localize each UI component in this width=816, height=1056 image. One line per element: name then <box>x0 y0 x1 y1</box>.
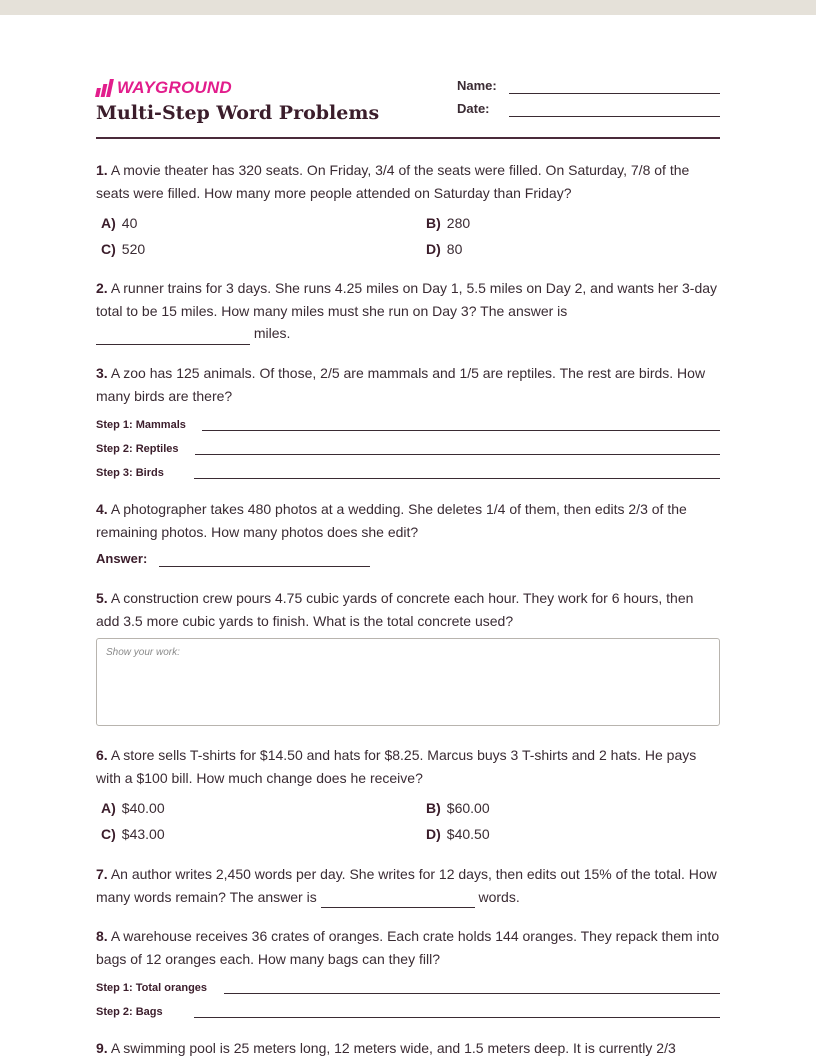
question-text: A photographer takes 480 photos at a wedding. She deletes 1/4 of them, then edits 2/3 of the remaining photos. How many photos does she edit? <box>96 501 687 540</box>
step-label: Step 1: Mammals <box>96 419 186 431</box>
date-field[interactable] <box>457 101 720 121</box>
step-row[interactable] <box>96 1004 720 1022</box>
date-input-line[interactable] <box>509 116 720 117</box>
question-7 <box>96 863 720 908</box>
step-answer-line[interactable] <box>194 1017 720 1018</box>
step-label: Step 2: Reptiles <box>96 443 179 455</box>
step-label: Step 1: Total oranges <box>96 982 208 994</box>
question-number: 2. <box>96 280 108 296</box>
option-b[interactable]: B) 280 <box>426 215 471 231</box>
option-b[interactable]: B) $60.00 <box>426 800 490 816</box>
answer-suffix: words. <box>478 888 520 905</box>
header-divider <box>96 137 720 139</box>
answer-blank[interactable] <box>96 326 250 345</box>
question-text: A zoo has 125 animals. Of those, 2/5 are mammals and 1/5 are reptiles. The rest are birds. How many birds are there? <box>96 365 706 404</box>
logo-icon <box>96 79 112 97</box>
question-text: A movie theater has 320 seats. On Friday, 3/4 of the seats were filled. On Saturday, 7/8 of the seats were filled. How many more people attended on Saturday than Friday? <box>96 162 690 201</box>
option-d[interactable]: D) $40.50 <box>426 826 490 842</box>
question-number: 1. <box>96 162 108 178</box>
name-field[interactable] <box>457 78 720 98</box>
step-answer-line[interactable] <box>194 478 720 479</box>
brand-logo <box>96 78 232 98</box>
name-input-line[interactable] <box>509 93 720 94</box>
answer-line[interactable] <box>159 566 370 567</box>
step-row[interactable] <box>96 441 720 459</box>
question-text: A runner trains for 3 days. She runs 4.25 miles on Day 1, 5.5 miles on Day 2, and wants her 3-day total to be 15 miles. How many miles must she run on Day 3? The answer is <box>96 280 718 319</box>
question-number: 7. <box>96 866 108 882</box>
question-4 <box>96 498 720 543</box>
work-box[interactable] <box>96 638 720 726</box>
brand-name: WAYGROUND <box>117 78 232 97</box>
step-row[interactable] <box>96 417 720 435</box>
work-placeholder: Show your work: <box>106 647 180 658</box>
step-answer-line[interactable] <box>195 454 720 455</box>
page-title: Multi-Step Word Problems <box>96 102 380 124</box>
top-bar <box>0 0 816 15</box>
step-row[interactable] <box>96 980 720 998</box>
question-text: A store sells T-shirts for $14.50 and hats for $8.25. Marcus buys 3 T-shirts and 2 hats. He pays with a $100 bill. How much change does he receive? <box>96 747 697 786</box>
question-number: 5. <box>96 590 108 606</box>
question-5 <box>96 587 720 632</box>
option-c[interactable]: C) 520 <box>101 241 146 257</box>
answer-blank[interactable] <box>321 889 475 908</box>
option-a[interactable]: A) $40.00 <box>101 800 165 816</box>
question-6 <box>96 744 720 789</box>
worksheet-header <box>96 76 720 140</box>
question-9 <box>96 1037 720 1056</box>
question-text: A construction crew pours 4.75 cubic yards of concrete each hour. They work for 6 hours, then add 3.5 more cubic yards to finish. What is the total concrete used? <box>96 590 694 629</box>
step-row[interactable] <box>96 465 720 483</box>
date-label: Date: <box>457 101 490 116</box>
question-3 <box>96 362 720 407</box>
question-text: An author writes 2,450 words per day. She writes for 12 days, then edits out 15% of the total. How many words remain? The answer is <box>96 866 717 905</box>
question-number: 4. <box>96 501 108 517</box>
question-number: 9. <box>96 1040 108 1056</box>
option-a[interactable]: A) 40 <box>101 215 138 231</box>
question-number: 6. <box>96 747 108 763</box>
option-c[interactable]: C) $43.00 <box>101 826 165 842</box>
question-8 <box>96 925 720 970</box>
question-text: A swimming pool is 25 meters long, 12 meters wide, and 1.5 meters deep. It is currently 2/3 <box>110 1040 676 1056</box>
answer-label: Answer: <box>96 551 148 566</box>
step-label: Step 3: Birds <box>96 467 164 479</box>
name-label: Name: <box>457 78 497 93</box>
step-label: Step 2: Bags <box>96 1006 163 1018</box>
question-text: A warehouse receives 36 crates of oranges. Each crate holds 144 oranges. They repack them into bags of 12 oranges each. How many bags can they fill? <box>96 928 720 967</box>
step-answer-line[interactable] <box>202 430 720 431</box>
question-number: 3. <box>96 365 108 381</box>
question-number: 8. <box>96 928 108 944</box>
step-answer-line[interactable] <box>224 993 720 994</box>
question-2 <box>96 277 720 345</box>
answer-suffix: miles. <box>253 325 291 341</box>
option-d[interactable]: D) 80 <box>426 241 463 257</box>
question-1 <box>96 159 720 204</box>
